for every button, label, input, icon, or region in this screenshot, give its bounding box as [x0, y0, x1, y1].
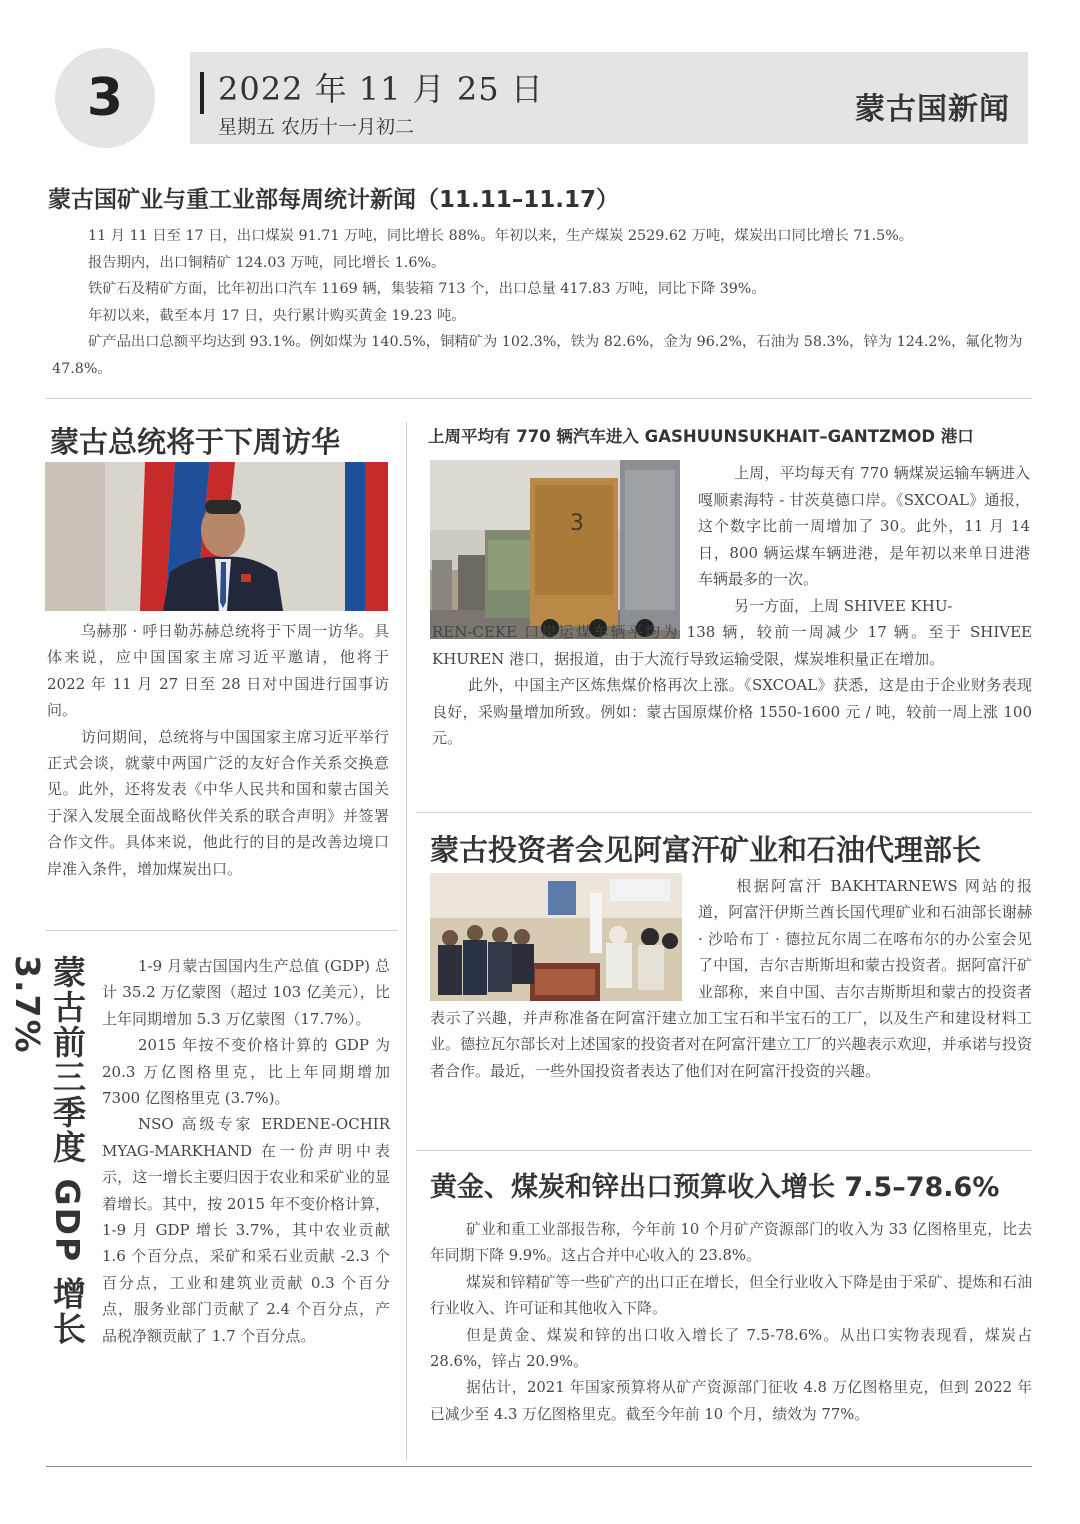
article-afghan-meeting-body [430, 873, 1032, 1084]
paragraph: NSO 高级专家 ERDENE-OCHIR MYAG-MARKHAND 在一份声明中表示，这一增长主要归因于农业和采矿业的显着增长。其中，按 2015 年不变价格计算，1-9 月 GDP 增长 3.7%，其中农业贡献 1.6 个百分点，采矿和采石业贡献 -2.3 个百分点，工业和建筑业贡献 0.3 个百分点，服务业部门贡献了 2.4 个百分点，产品税净额贡献了 1.7 个百分点。 [102, 1115, 390, 1345]
article-export-revenue-title: 黄金、煤炭和锌出口预算收入增长 7.5–78.6% [430, 1172, 1000, 1203]
meeting-image [430, 873, 682, 1001]
paragraph: REN-CEKE 口岸运煤车辆平均为 138 辆，较前一周减少 17 辆。至于 SHIVEE KHUREN 港口，据报道，由于大流行导致运输受限，煤炭堆积量正在增加。 [432, 623, 1032, 668]
page-number-badge [55, 48, 155, 148]
paragraph: 此外，中国主产区炼焦煤价格再次上涨。《SXCOAL》获悉，这是由于企业财务表现良好，采购量增加所致。例如：蒙古国原煤价格 1550-1600 元 / 吨，较前一周上涨 100 元。 [432, 676, 1032, 747]
trucks-photo [430, 460, 680, 639]
president-image [45, 462, 388, 611]
article-mining-stats-body [52, 223, 1037, 382]
paragraph: 11 月 11 日至 17 日，出口煤炭 91.71 万吨，同比增长 88%。年初以来，生产煤炭 2529.62 万吨，煤炭出口同比增长 71.5%。 [88, 228, 914, 244]
lunar-date: 星期五 农历十一月初二 [218, 116, 415, 138]
coal-trucks-image [430, 460, 680, 639]
section-divider [416, 812, 1032, 813]
paragraph: 1-9 月蒙古国国内生产总值 (GDP) 总计 35.2 万亿蒙图（超过 103 亿美元），比上年同期增加 5.3 万亿蒙图（17.7%）。 [102, 957, 390, 1028]
article-president-visit-body [47, 618, 389, 882]
meeting-photo [430, 873, 682, 1001]
header-divider [200, 72, 204, 114]
article-afghan-meeting-title: 蒙古投资者会见阿富汗矿业和石油代理部长 [430, 833, 982, 867]
president-photo [45, 462, 388, 611]
issue-date: 2022 年 11 月 25 日 [218, 70, 544, 108]
section-divider [416, 1150, 1032, 1151]
page-number: 3 [86, 68, 124, 128]
article-port-traffic-body [698, 460, 1030, 619]
article-mining-stats-title: 蒙古国矿业与重工业部每周统计新闻（11.11–11.17） [48, 187, 620, 213]
paragraph: 矿产品出口总额平均达到 93.1%。例如煤为 140.5%，铜精矿为 102.3%，铁为 82.6%，金为 96.2%，石油为 58.3%，锌为 124.2%，氟化物为 47.8%。 [52, 334, 1023, 377]
paragraph: 访问期间，总统将与中国国家主席习近平举行正式会谈，就蒙中两国广泛的友好合作关系交换意见。此外，还将发表《中华人民共和国和蒙古国关于深入发展全面战略伙伴关系的联合声明》并签署合作文件。具体来说，他此行的目的是改善边境口岸准入条件，增加煤炭出口。 [47, 727, 389, 878]
paragraph: 据估计，2021 年国家预算将从矿产资源部门征收 4.8 万亿图格里克，但到 2022 年已减少至 4.3 万亿图格里克。截至今年前 10 个月，绩效为 77%。 [430, 1379, 1032, 1423]
paragraph: 矿业和重工业部报告称，今年前 10 个月矿产资源部门的收入为 33 亿图格里克，比去年同期下降 9.9%。这占合并中心收入的 23.8%。 [430, 1221, 1032, 1265]
svg-text:3: 3 [570, 511, 584, 536]
article-port-traffic-title: 上周平均有 770 辆汽车进入 GASHUUNSUKHAIT–GANTZMOD 港口 [428, 427, 974, 446]
paragraph: 但是黄金、煤炭和锌的出口收入增长了 7.5-78.6%。从出口实物表现看，煤炭占 28.6%，锌占 20.9%。 [430, 1326, 1032, 1371]
section-divider [46, 398, 1032, 399]
article-gdp-title: 蒙古前三季度 GDP 增长 3.7% [8, 955, 87, 1347]
paragraph: 另一方面，上周 SHIVEE KHU- [734, 596, 953, 615]
paragraph: 煤炭和锌精矿等一些矿产的出口正在增长，但全行业收入下降是由于采矿、提炼和石油行业收入、许可证和其他收入下降。 [430, 1273, 1032, 1318]
footer-rule [46, 1466, 1032, 1467]
section-title: 蒙古国新闻 [855, 92, 1010, 127]
paragraph: 根据阿富汗 BAKHTARNEWS 网站的报道，阿富汗伊斯兰酋长国代理矿业和石油部长谢赫 · 沙哈布丁 · 德拉瓦尔周二在喀布尔的办公室会见了中国，吉尔吉斯斯坦和蒙古投资者。据阿富汗矿业部称，来自中国、吉尔吉斯斯坦和蒙古的投资者表示了兴趣，并声称准备在阿富汗建立加工宝石和半宝石的工厂，以及生产和建设材料工业。德拉瓦尔部长对上述国家的投资者对在阿富汗建立工厂的兴趣表示欢迎，并承诺与投资者合作。最近，一些外国投资者表达了他们对在阿富汗投资的兴趣。 [430, 877, 1032, 1080]
column-divider [406, 422, 407, 1460]
article-gdp-body [102, 953, 390, 1349]
article-port-traffic-body-wide [432, 619, 1032, 752]
article-president-visit-title: 蒙古总统将于下周访华 [50, 425, 341, 459]
paragraph: 2015 年按不变价格计算的 GDP 为 20.3 万亿图格里克，比上年同期增加 7300 亿图格里克 (3.7%)。 [102, 1036, 390, 1108]
paragraph: 报告期内，出口铜精矿 124.03 万吨，同比增长 1.6%。 [88, 254, 446, 271]
paragraph: 铁矿石及精矿方面，比年初出口汽车 1169 辆，集装箱 713 个，出口总量 417.83 万吨，同比下降 39%。 [88, 281, 766, 297]
paragraph: 上周，平均每天有 770 辆煤炭运输车辆进入嘎顺素海特 - 甘茨莫德口岸。《SXCOAL》通报，这个数字比前一周增加了 30。此外，11 月 14 日，800 辆运煤车辆进港，是年初以来单日进港车辆最多的一次。 [698, 464, 1030, 588]
paragraph: 年初以来，截至本月 17 日，央行累计购买黄金 19.23 吨。 [88, 307, 466, 324]
section-divider [46, 930, 398, 931]
article-export-revenue-body [430, 1217, 1032, 1428]
paragraph: 乌赫那 · 呼日勒苏赫总统将于下周一访华。具体来说，应中国国家主席习近平邀请，他将于 2022 年 11 月 27 日至 28 日对中国进行国事访问。 [47, 622, 389, 720]
